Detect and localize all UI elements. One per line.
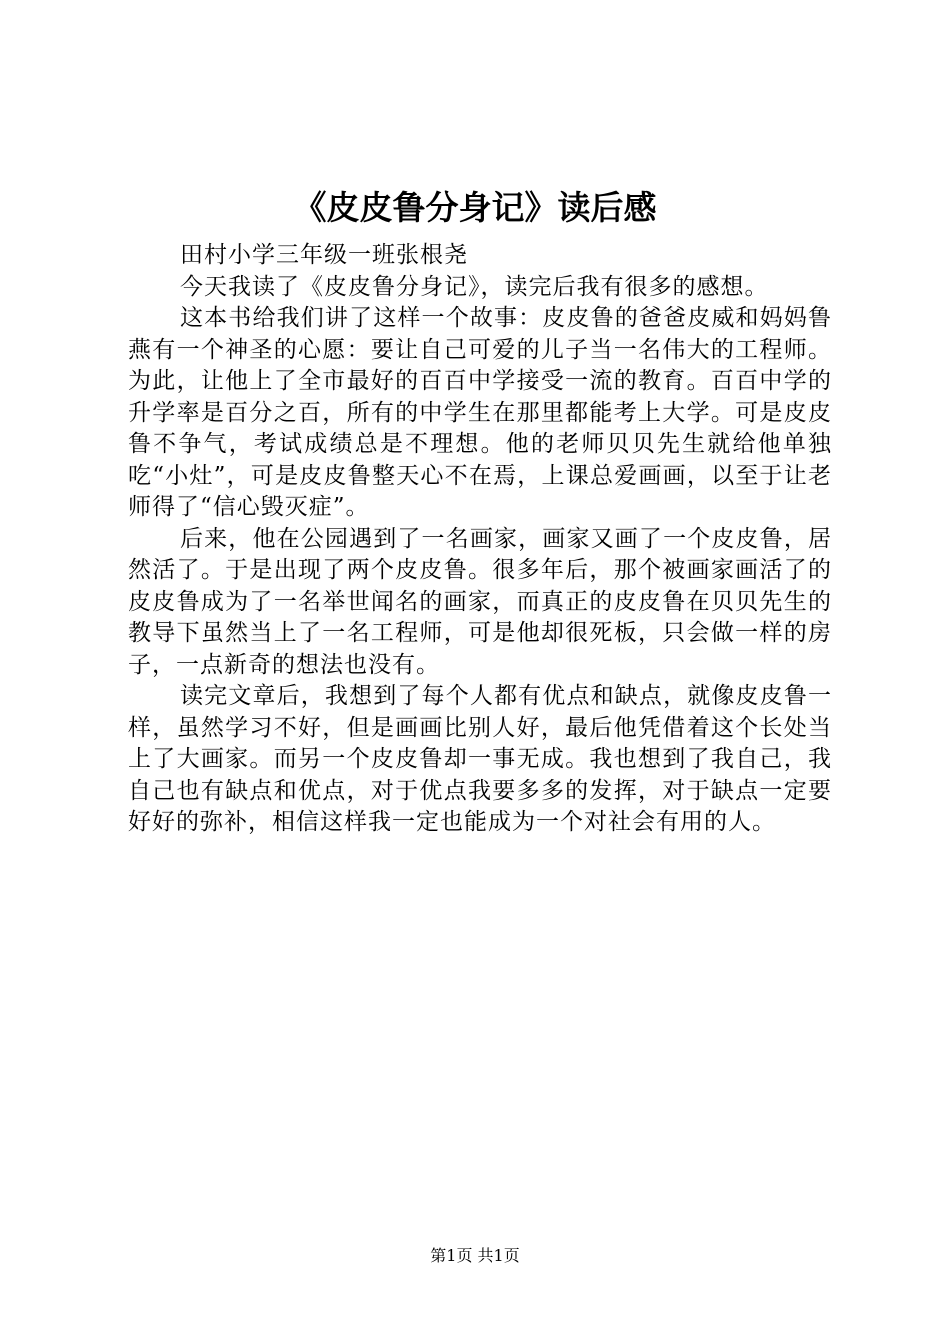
paragraph-1: 今天我读了《皮皮鲁分身记》，读完后我有很多的感想。 (180, 273, 769, 300)
paragraph-2: 这本书给我们讲了这样一个故事：皮皮鲁的爸爸皮威和妈妈鲁燕有一个神圣的心愿：要让自己可爱的儿子当一名伟大的工程师。为此，让他上了全市最好的百百中学接受一流的教育。百百中学的升学率是百分之百，所有的中学生在那里都能考上大学。可是皮皮鲁不争气，考试成绩总是不理想。他的老师贝贝先生就给他单独吃“小灶”，可是皮皮鲁整天心不在焉，上课总爱画画，以至于让老师得了“信心毁灭症”。 (128, 305, 832, 520)
page-footer: 第1页 共1页 (430, 1246, 520, 1265)
author-line: 田村小学三年级一班张根尧 (180, 242, 468, 268)
paragraph-3: 后来，他在公园遇到了一名画家，画家又画了一个皮皮鲁，居然活了。于是出现了两个皮皮鲁。很多年后，那个被画家画活了的皮皮鲁成为了一名举世闻名的画家，而真正的皮皮鲁在贝贝先生的教导下虽然当上了一名工程师，可是他却很死板，只会做一样的房子，一点新奇的想法也没有。 (128, 525, 832, 678)
document-body (128, 240, 832, 839)
paragraph-4: 读完文章后，我想到了每个人都有优点和缺点，就像皮皮鲁一样，虽然学习不好，但是画画比别人好，最后他凭借着这个长处当上了大画家。而另一个皮皮鲁却一事无成。我也想到了我自己，我自己也有缺点和优点，对于优点我要多多的发挥，对于缺点一定要好好的弥补，相信这样我一定也能成为一个对社会有用的人。 (128, 683, 832, 835)
document-title: 《皮皮鲁分身记》读后感 (293, 188, 657, 227)
